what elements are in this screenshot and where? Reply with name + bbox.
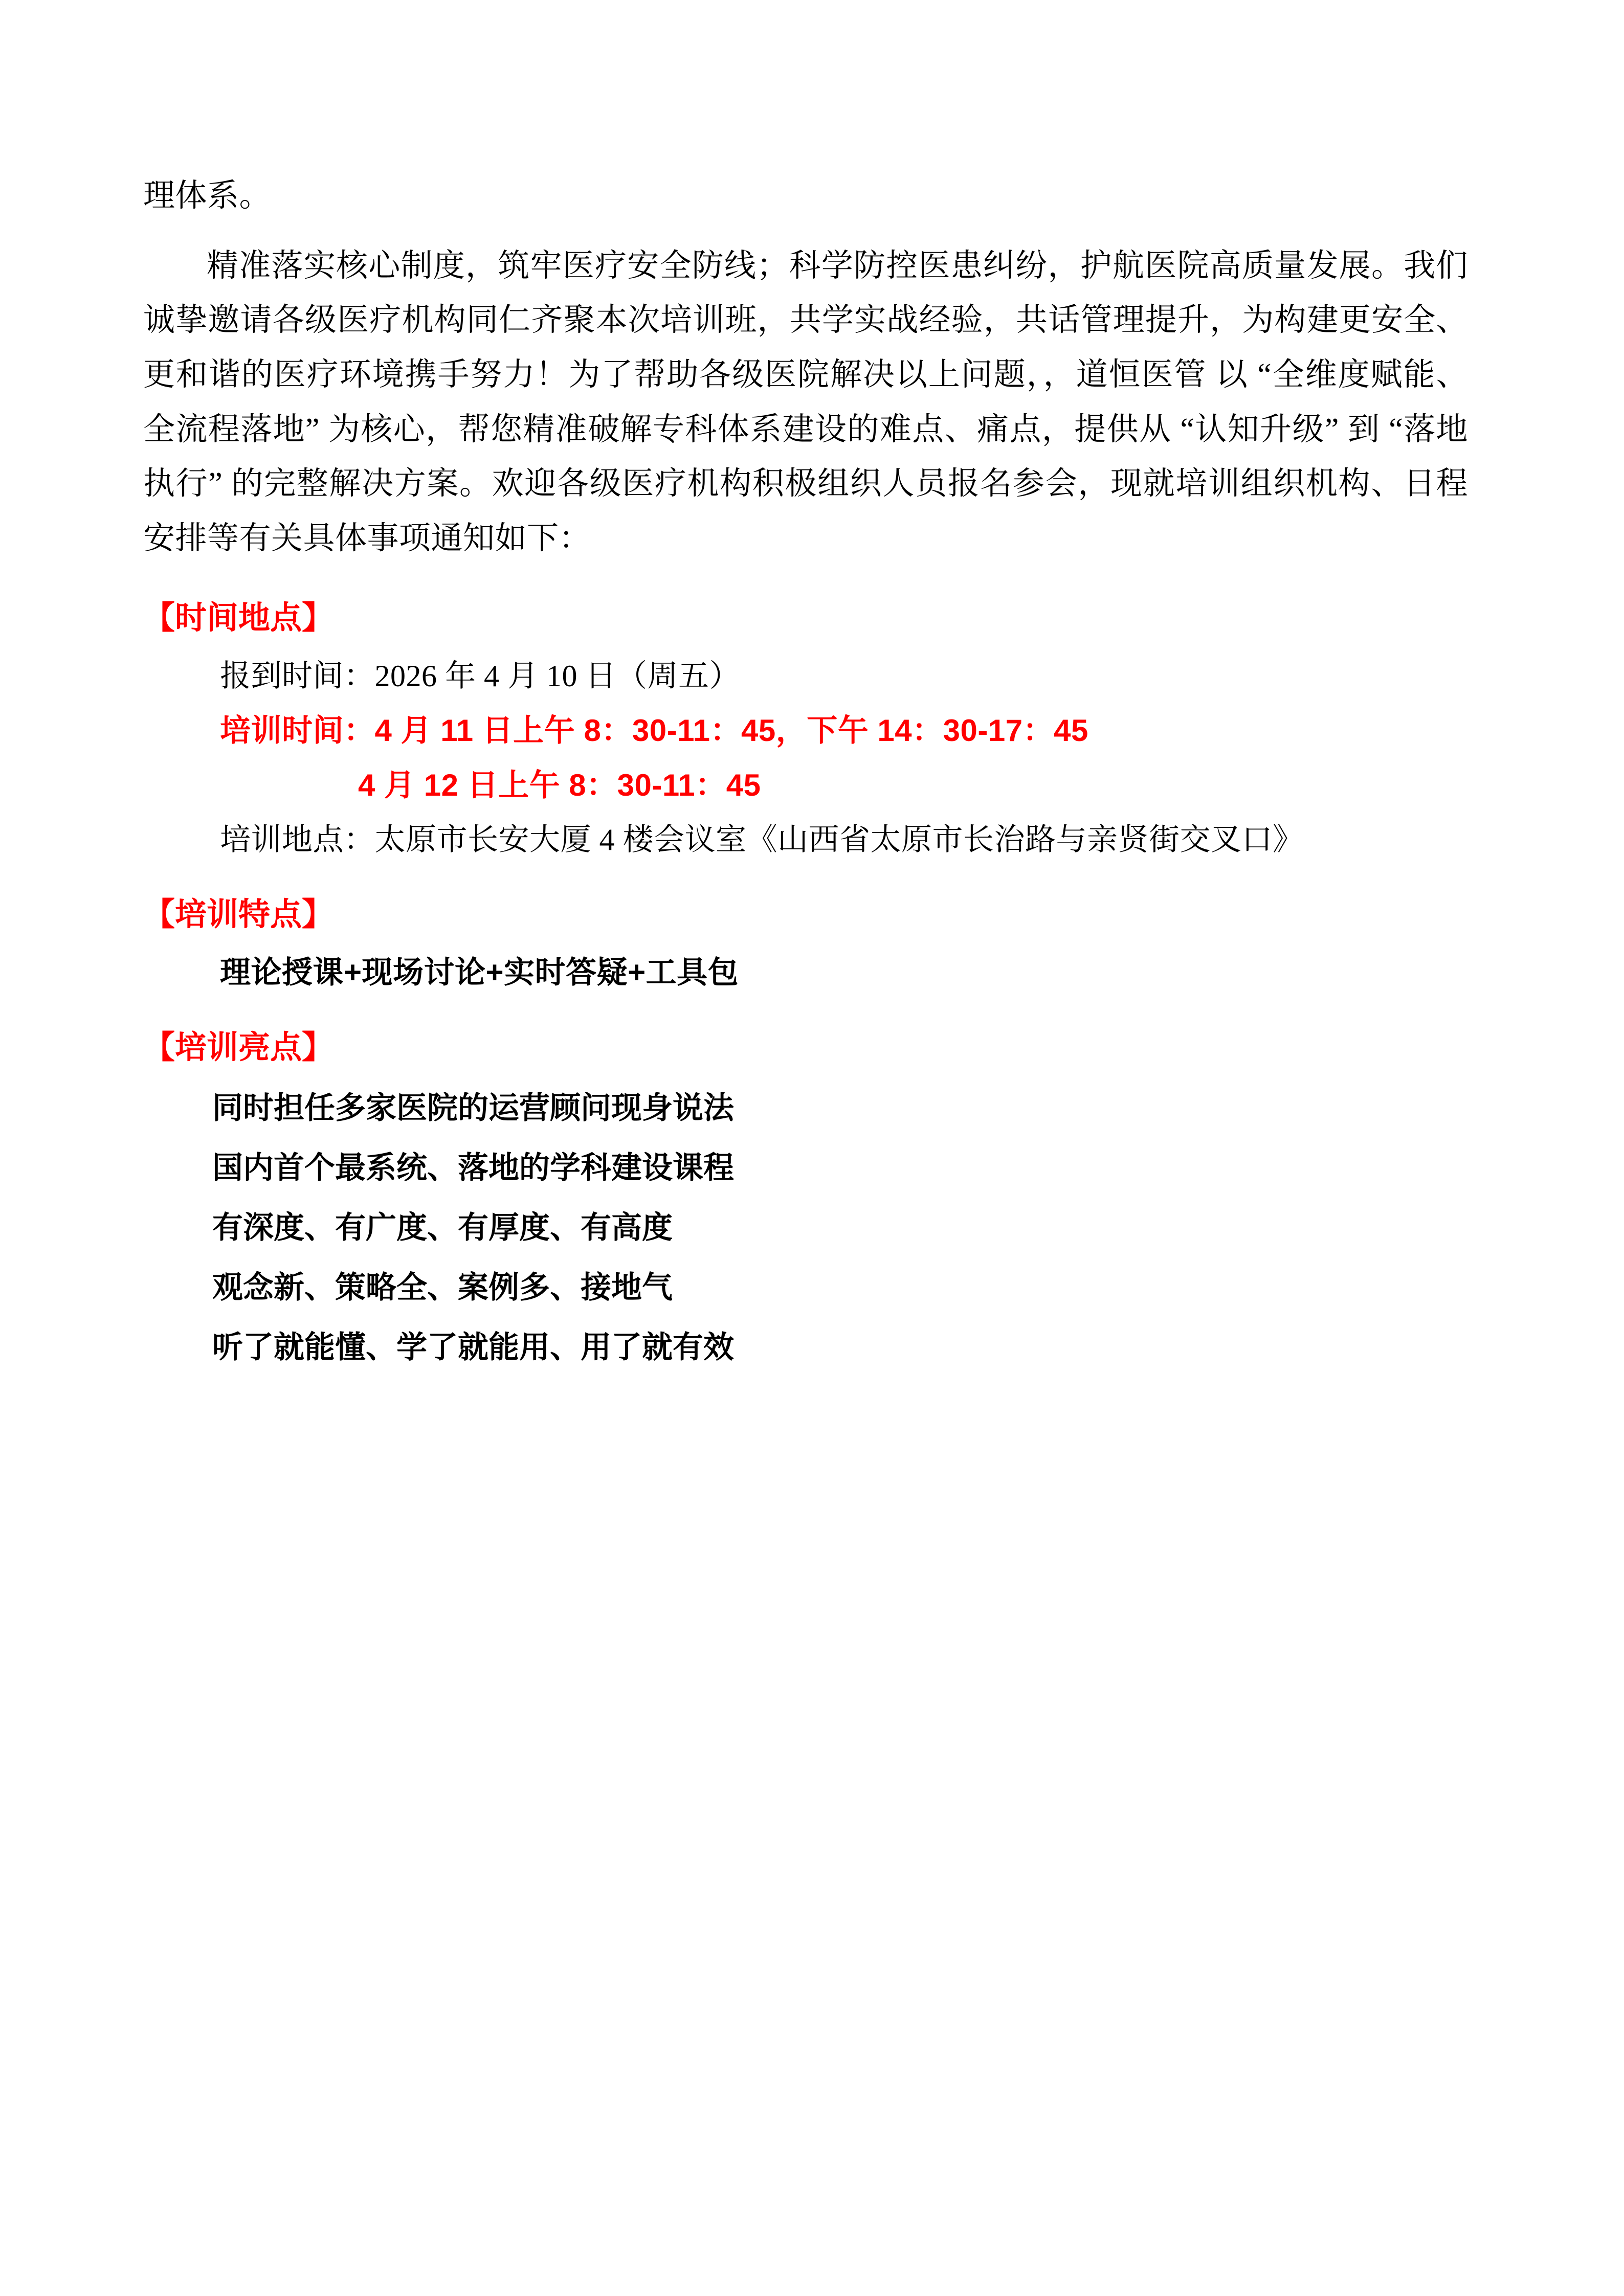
section-heading-training-highlights: 【培训亮点】 [143,1029,334,1065]
list-item: 有深度、有广度、有厚度、有高度 [212,1210,673,1245]
training-time-line: 培训时间：4 月 11 日上午 8：30-11：45，下午 14：30-17：45 [220,713,1088,748]
section-heading-time-location: 【时间地点】 [143,600,334,636]
list-item: 观念新、策略全、案例多、接地气 [212,1270,673,1305]
section-heading-training-features: 【培训特点】 [143,897,334,933]
list-item: 同时担任多家医院的运营顾问现身说法 [212,1091,734,1126]
training-location-line: 培训地点：太原市长安大厦 4 楼会议室《山西省太原市长治路与亲贤街交叉口》 [220,823,1304,857]
training-feature-line: 理论授课+现场讨论+实时答疑+工具包 [220,955,739,989]
spacer [143,571,1468,580]
spacer [143,1000,1468,1009]
list-item: 听了就能懂、学了就能用、用了就有效 [212,1330,734,1365]
training-time-line-second: 4 月 12 日上午 8：30-11：45 [358,768,761,802]
list-item: 国内首个最系统、落地的学科建设课程 [212,1151,734,1185]
document-body [143,169,1468,1377]
continued-text-line: 理体系。 [143,178,272,213]
training-highlight-list [143,1078,1468,1377]
intro-paragraph: 精准落实核心制度，筑牢医疗安全防线；科学防控医患纠纷，护航医院高质量发展。我们诚挚邀请各级医疗机构同仁齐聚本次培训班，共学实战经验，共话管理提升，为构建更安全、更和谐的医疗环境携手努力！为了帮助各级医院解决以上问题，，道恒医管 以 “全维度赋能、全流程落地” 为核心，帮您精准破解专科体系建设的难点、痛点，提供从 “认知升级” 到 “落地执行” 的完整解决方案。欢迎各级医疗机构积极组织人员报名参会，现就培训组织机构、日程安排等有关具体事项通知如下： [143,248,1468,556]
registration-time-line: 报到时间：2026 年 4 月 10 日（周五） [220,659,740,693]
spacer [143,867,1468,876]
